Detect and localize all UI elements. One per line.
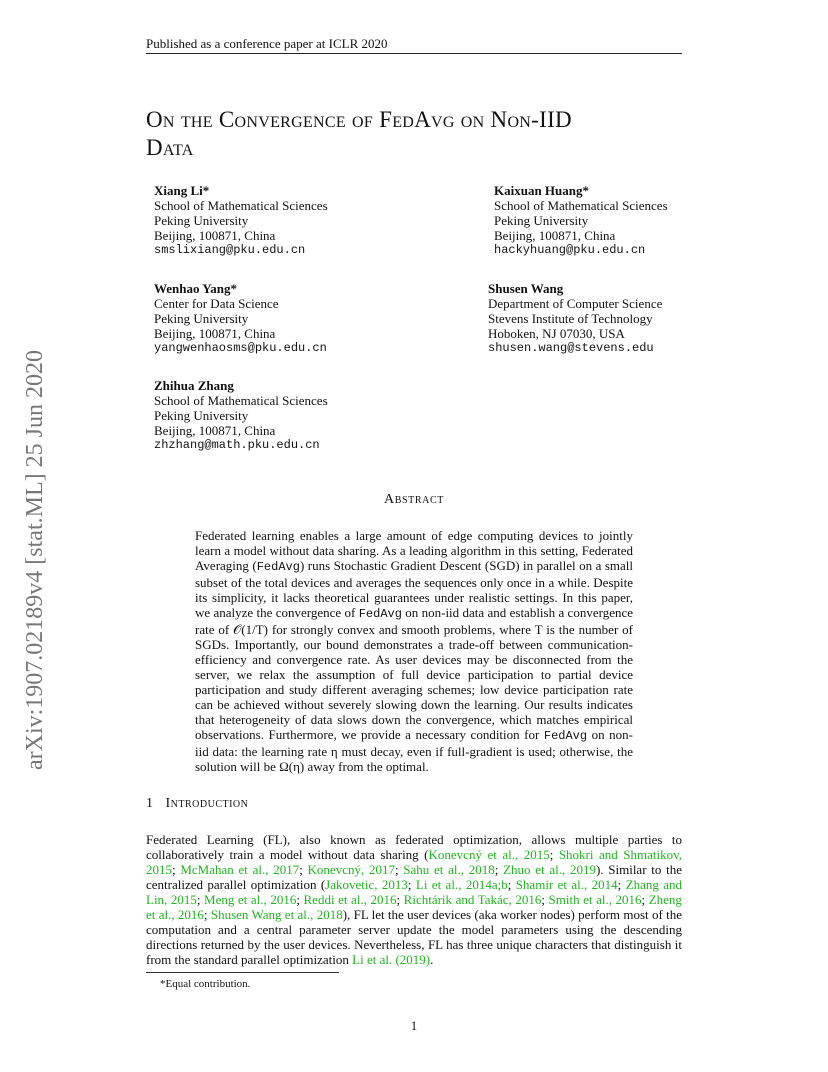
citation-link[interactable]: Smith et al., 2016: [548, 892, 642, 907]
author-dept: School of Mathematical Sciences: [154, 198, 328, 213]
intro-text: ), FL let the user devices (aka worker nodes) perform most of the computation and a central parameter server update the model parameters using the descending directions returned by the user devices. Nevertheless, FL has three unique characters that distinguish it from the standard parallel optimization: [146, 907, 682, 967]
fedavg-code: FedAvg: [256, 560, 300, 574]
arxiv-stamp: arXiv:1907.02189v4 [stat.ML] 25 Jun 2020: [22, 350, 48, 770]
author-block-4: [488, 281, 662, 356]
author-email[interactable]: yangwenhaosms@pku.edu.cn: [154, 341, 327, 355]
fedavg-code: FedAvg: [543, 729, 588, 743]
intro-text: ;: [196, 892, 205, 907]
intro-text: .: [430, 952, 434, 967]
intro-text: ;: [507, 877, 516, 892]
citation-link[interactable]: Konevcný et al., 2015: [428, 847, 550, 862]
abstract-text: ) runs Stochastic Gradient Descent (SGD) in parallel on a small subset of the total devices and averages the sequences only once in a while. Despite its simplicity, it lacks theoretical guarantees under realistic settings. In this paper, we analyze the convergence of: [195, 558, 634, 620]
author-city: Beijing, 100871, China: [154, 326, 276, 341]
citation-link[interactable]: Jakovetic, 2013: [325, 877, 408, 892]
author-city: Hoboken, NJ 07030, USA: [488, 326, 625, 341]
author-email[interactable]: zhzhang@math.pku.edu.cn: [154, 438, 320, 452]
abstract-heading: Abstract: [384, 492, 444, 507]
author-name: Shusen Wang: [488, 281, 564, 296]
abstract-text: Federated learning enables a large amount of edge computing devices to jointly learn a model without data sharing. As a leading algorithm in this setting, Federated Averaging (: [195, 528, 633, 573]
citation-link[interactable]: Li et al. (2019): [352, 952, 431, 967]
section-heading-introduction: 1 Introduction: [146, 796, 249, 811]
intro-paragraph: [146, 832, 682, 967]
abstract-body: [195, 528, 633, 774]
intro-text: ;: [396, 892, 404, 907]
author-block-1: [154, 183, 328, 258]
author-name: Wenhao Yang*: [154, 281, 237, 296]
paper-title: [146, 106, 706, 162]
intro-text: ;: [549, 847, 559, 862]
citation-link[interactable]: Meng et al., 2016: [204, 892, 297, 907]
author-univ: Peking University: [154, 408, 249, 423]
author-univ: Peking University: [154, 311, 249, 326]
citation-link[interactable]: Konevcný, 2017: [307, 862, 395, 877]
author-city: Beijing, 100871, China: [494, 228, 616, 243]
author-email[interactable]: shusen.wang@stevens.edu: [488, 341, 654, 355]
intro-text: ;: [641, 892, 649, 907]
citation-link[interactable]: Zhuo et al., 2019: [503, 862, 596, 877]
author-dept: Department of Computer Science: [488, 296, 663, 311]
page-number: 1: [410, 1018, 418, 1033]
running-header: Published as a conference paper at ICLR 2020: [146, 36, 388, 51]
author-univ: Peking University: [494, 213, 589, 228]
intro-text: ;: [494, 862, 504, 877]
footnote-rule: [146, 972, 339, 973]
citation-link[interactable]: Richtárik and Takác, 2016: [403, 892, 542, 907]
citation-link[interactable]: Zheng et al., 2016: [146, 892, 682, 922]
intro-text: ;: [296, 892, 304, 907]
intro-text: ;: [203, 907, 211, 922]
intro-text: Federated Learning (FL), also known as federated optimization, allows multiple parties to collaboratively train a model without data sharing (: [146, 832, 682, 862]
citation-link[interactable]: Sahu et al., 2018: [403, 862, 495, 877]
author-name: Zhihua Zhang: [154, 378, 234, 393]
intro-text: ;: [407, 877, 416, 892]
author-dept: School of Mathematical Sciences: [154, 393, 328, 408]
intro-text: ;: [172, 862, 181, 877]
author-name: Xiang Li*: [154, 183, 210, 198]
author-block-3: [154, 281, 327, 356]
title-line-1: On the Convergence of FedAvg on Non-IID: [146, 107, 572, 132]
citation-link[interactable]: Shamir et al., 2014: [515, 877, 618, 892]
title-line-2: Data: [146, 135, 194, 160]
abstract-paragraph: [195, 528, 633, 774]
author-univ: Peking University: [154, 213, 249, 228]
header-rule: [146, 53, 682, 54]
abstract-text: on non-iid data and establish a convergence rate of 𝒪(1/T) for strongly convex and smooth problems, where T is the number of SGDs. Importantly, our bound demonstrates a trade-off between communication-efficiency and convergence rate. As user devices may be disconnected from the server, we relax the assumption of full device participation to partial device participation and study different averaging schemes; low device participation rate can be achieved without severely slowing down the learning. Our results indicates that heterogeneity of data slows down the convergence, which matches empirical observations. Furthermore, we provide a necessary condition for: [195, 605, 633, 742]
author-dept: School of Mathematical Sciences: [494, 198, 668, 213]
author-univ: Stevens Institute of Technology: [488, 311, 653, 326]
author-email[interactable]: smslixiang@pku.edu.cn: [154, 243, 306, 257]
citation-link[interactable]: McMahan et al., 2017: [180, 862, 300, 877]
citation-link[interactable]: Reddi et al., 2016: [303, 892, 397, 907]
author-city: Beijing, 100871, China: [154, 228, 276, 243]
author-block-2: [494, 183, 668, 258]
intro-text: ;: [617, 877, 626, 892]
citation-link[interactable]: Shokri and Shmatikov, 2015: [146, 847, 682, 877]
fedavg-code: FedAvg: [358, 607, 402, 621]
author-name: Kaixuan Huang*: [494, 183, 590, 198]
author-dept: Center for Data Science: [154, 296, 279, 311]
citation-link[interactable]: Shusen Wang et al., 2018: [210, 907, 343, 922]
author-email[interactable]: hackyhuang@pku.edu.cn: [494, 243, 646, 257]
intro-text: ;: [394, 862, 404, 877]
citation-link[interactable]: Zhang and Lin, 2015: [146, 877, 683, 907]
citation-link[interactable]: Li et al., 2014a;b: [415, 877, 508, 892]
footnote: *Equal contribution.: [160, 978, 251, 990]
intro-text: ;: [299, 862, 308, 877]
author-block-5: [154, 378, 328, 453]
abstract-text: on non-iid data: the learning rate η must decay, even if full-gradient is used; otherwise, the solution will be Ω(η) away from the optimal.: [195, 727, 633, 774]
author-city: Beijing, 100871, China: [154, 423, 276, 438]
intro-text: ;: [541, 892, 549, 907]
intro-text: ). Similar to the centralized parallel optimization (: [146, 862, 682, 892]
introduction-body: [146, 832, 682, 967]
